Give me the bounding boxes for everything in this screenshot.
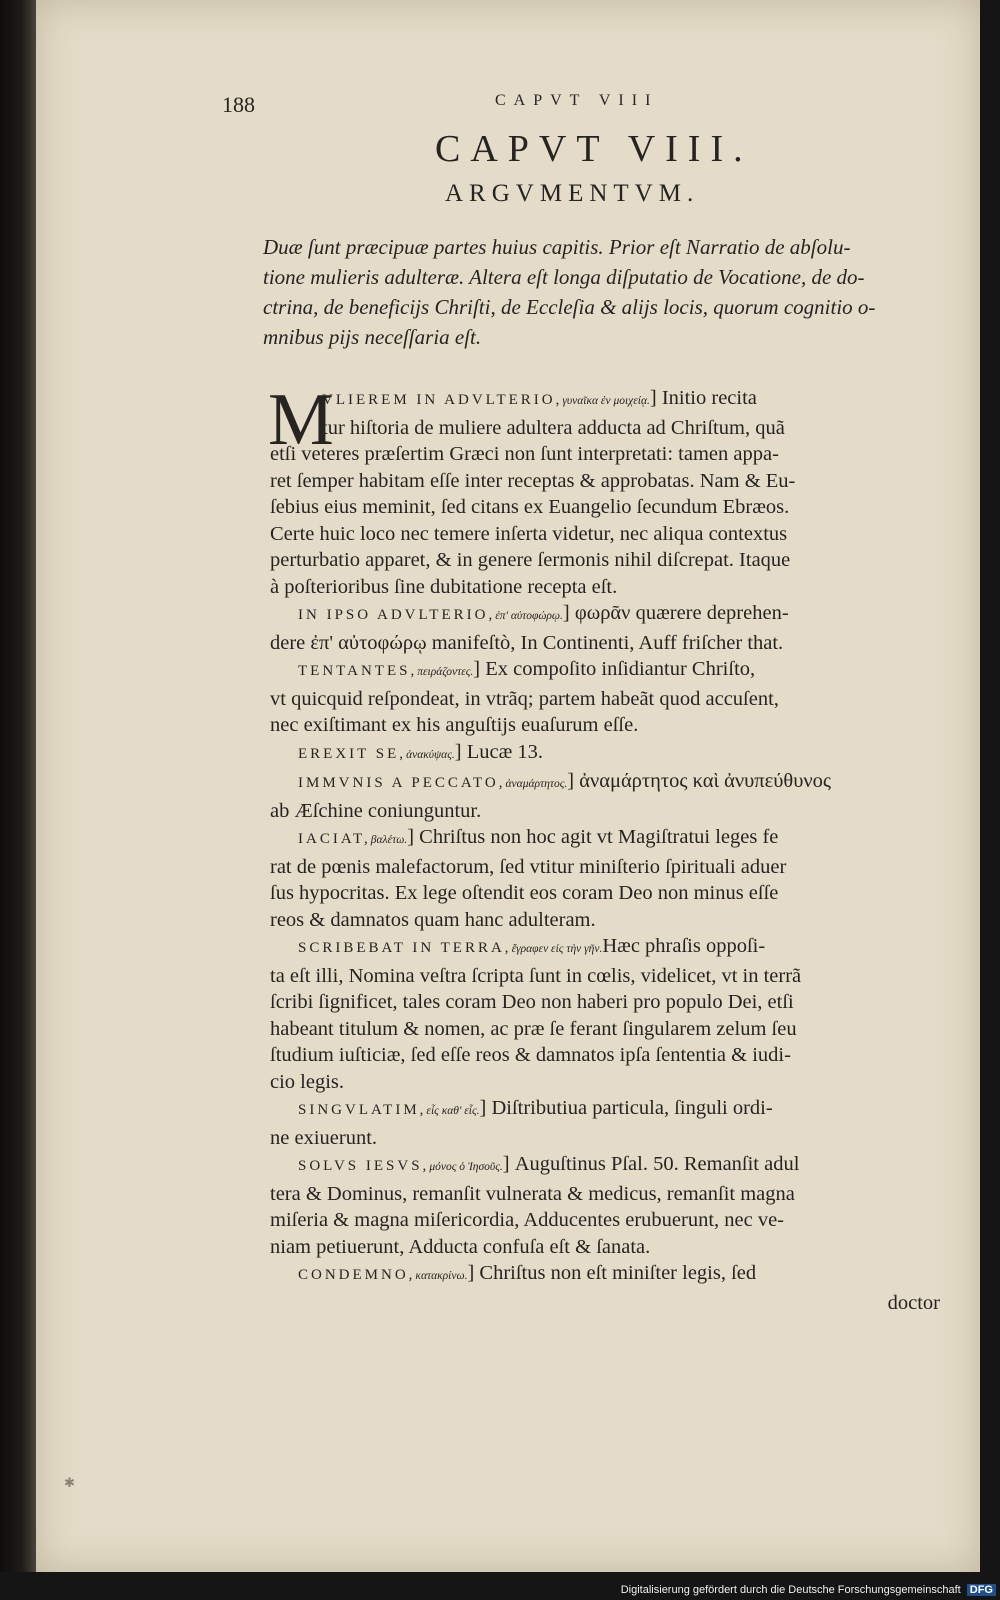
line-text: habeant titulum & nomen, ac præ ſe ferant ſingularem zelum ſeu bbox=[270, 1017, 797, 1040]
line-text: nec exiſtimant ex his anguſtijs euaſurum eſſe. bbox=[270, 714, 639, 736]
argument-title: ARGVMENTVM. bbox=[445, 180, 700, 207]
footer-text: Digitalisierung gefördert durch die Deutsche Forschungsgemeinschaft bbox=[620, 1584, 961, 1596]
text-line bbox=[270, 600, 970, 630]
line-text: ] Diſtributiua particula, ſinguli ordi- bbox=[479, 1097, 773, 1119]
text-line bbox=[270, 686, 970, 713]
greek-gloss: κατακρίνω. bbox=[415, 1270, 468, 1282]
line-text: ] Chriſtus non hoc agit vt Magiſtratui leges fe bbox=[407, 826, 779, 848]
lemma: IMMVNIS A PECCATO, bbox=[298, 775, 506, 791]
line-text: ] φωρᾶν quærere deprehen- bbox=[562, 602, 789, 624]
text-line bbox=[270, 1151, 970, 1181]
text-line bbox=[270, 468, 970, 495]
line-text: ta eſt illi, Nomina veſtra ſcripta ſunt in cœlis, videlicet, vt in terrã bbox=[270, 964, 802, 987]
drop-capital: M bbox=[268, 379, 334, 461]
line-text: ab Æſchine coniunguntur. bbox=[270, 799, 482, 822]
commentary-body bbox=[268, 379, 970, 1316]
digitization-footer bbox=[621, 1584, 996, 1596]
text-line bbox=[270, 656, 970, 686]
lemma: IN IPSO ADVLTERIO, bbox=[298, 607, 496, 623]
text-line bbox=[270, 1125, 970, 1152]
line-text: ] Initio recita bbox=[649, 387, 757, 409]
running-head: CAPVT VIII bbox=[495, 92, 659, 109]
line-text: ne exiuerunt. bbox=[270, 1126, 378, 1149]
text-line bbox=[270, 880, 970, 907]
line-text: à poſterioribus ſine dubitatione recepta eſt. bbox=[270, 575, 618, 598]
line-text: miſeria & magna miſericordia, Adducentes erubuerunt, nec ve- bbox=[270, 1209, 785, 1231]
line-text: reos & damnatos quam hanc adulteram. bbox=[270, 908, 596, 931]
greek-gloss: ἀναμάρτητος. bbox=[505, 778, 568, 790]
text-line bbox=[270, 768, 970, 798]
greek-gloss: ἀνακύψας. bbox=[406, 748, 455, 761]
text-line bbox=[270, 574, 970, 601]
line-text: ſcribi ſignificet, tales coram Deo non haberi pro populo Dei, etſi bbox=[270, 991, 794, 1013]
lemma: SCRIBEBAT IN TERRA, bbox=[298, 940, 512, 956]
text-line bbox=[270, 824, 970, 854]
lemma: CONDEMNO, bbox=[298, 1267, 416, 1283]
text-line bbox=[270, 1042, 970, 1069]
text-line bbox=[270, 1234, 970, 1261]
text-line bbox=[270, 739, 970, 769]
text-line bbox=[270, 1207, 970, 1234]
argument-paragraph bbox=[263, 232, 963, 352]
text-line bbox=[270, 1290, 970, 1317]
line-text: perturbatio apparet, & in genere ſermonis nihil diſcrepat. Itaque bbox=[270, 549, 791, 571]
greek-gloss: ἔγραφεν εἰς τὴν γῆν. bbox=[511, 943, 603, 955]
text-line bbox=[270, 933, 970, 963]
text-line bbox=[270, 630, 970, 657]
lemma: SINGVLATIM, bbox=[298, 1102, 427, 1118]
line-text: etſi veteres præſertim Græci non ſunt interpretati: tamen appa- bbox=[270, 443, 779, 465]
lemma: SOLVS IESVS, bbox=[298, 1158, 430, 1174]
book-spine-shadow bbox=[0, 0, 36, 1572]
text-line bbox=[270, 1181, 970, 1208]
page-number: 188 bbox=[222, 92, 255, 117]
greek-gloss: πειράζοντες. bbox=[417, 666, 474, 678]
greek-gloss: εἷς καθ' εἷς. bbox=[426, 1105, 480, 1117]
line-text: ] Ex compoſito inſidiantur Chriſto, bbox=[473, 658, 756, 680]
text-line bbox=[270, 521, 970, 548]
line-text: vt quicquid reſpondeat, in vtrãq; partem habeãt quod accuſent, bbox=[270, 687, 779, 710]
text-line bbox=[270, 415, 970, 442]
line-text: doctor bbox=[887, 1291, 940, 1314]
text-line bbox=[270, 1095, 970, 1125]
lemma: EREXIT SE, bbox=[298, 745, 407, 762]
line-text: dere ἐπ' αὐτοφώρῳ manifeſtò, In Continenti, Auff friſcher that. bbox=[270, 631, 784, 654]
greek-gloss: βαλέτω. bbox=[370, 834, 408, 846]
argument-line: tione mulieris adulteræ. Altera eſt longa diſputatio de Vocatione, de do- bbox=[263, 265, 865, 289]
line-text: Certe huic loco nec temere inſerta videtur, nec aliqua contextus bbox=[270, 522, 788, 545]
text-line bbox=[270, 712, 970, 739]
line-text: ] ἀναμάρτητος καὶ ἀνυπεύθυνος bbox=[567, 770, 832, 792]
line-text: rat de pœnis malefactorum, ſed vtitur miniſterio ſpirituali aduer bbox=[270, 855, 787, 878]
lemma: TENTANTES, bbox=[298, 663, 418, 679]
line-text: tera & Dominus, remanſit vulnerata & medicus, remanſit magna bbox=[270, 1182, 795, 1205]
text-line bbox=[270, 1069, 970, 1096]
line-text: ſtudium iuſticiæ, ſed eſſe reos & damnatos ipſa ſententia & iudi- bbox=[270, 1044, 791, 1066]
chapter-title: CAPVT VIII. bbox=[435, 128, 753, 170]
text-line bbox=[270, 907, 970, 934]
line-text: niam petiuerunt, Adducta confuſa eſt & ſanata. bbox=[270, 1235, 651, 1258]
lemma: VLIEREM IN ADVLTERIO, bbox=[322, 392, 563, 408]
text-line bbox=[270, 989, 970, 1016]
text-line bbox=[270, 1260, 970, 1290]
line-text: ] Auguſtinus Pſal. 50. Remanſit adul bbox=[502, 1153, 800, 1175]
line-text: ſus hypocritas. Ex lege oſtendit eos coram Deo non minus eſſe bbox=[270, 882, 779, 904]
argument-line: mnibus pijs neceſſaria eſt. bbox=[263, 325, 482, 349]
line-text: Hæc phraſis oppoſi- bbox=[602, 935, 766, 957]
text-line bbox=[270, 385, 970, 415]
text-line bbox=[270, 441, 970, 468]
text-line bbox=[270, 1016, 970, 1043]
lemma: IACIAT, bbox=[298, 831, 371, 847]
greek-gloss: μόνος ὁ Ἰησοῦς. bbox=[429, 1161, 503, 1173]
greek-gloss: ἐπ' αὐτοφώρῳ. bbox=[495, 610, 563, 622]
dfg-logo: DFG bbox=[967, 1584, 996, 1596]
text-line bbox=[270, 798, 970, 825]
line-text: tur hiſtoria de muliere adultera adducta ad Chriſtum, quã bbox=[322, 416, 785, 439]
argument-line: ctrina, de beneficijs Chriſti, de Eccleſia & alijs locis, quorum cognitio o- bbox=[263, 295, 876, 319]
text-line bbox=[270, 963, 970, 990]
page-mark: ✱ bbox=[64, 1475, 75, 1490]
line-text: cio legis. bbox=[270, 1070, 345, 1093]
text-line bbox=[270, 547, 970, 574]
text-line bbox=[270, 854, 970, 881]
line-text: ſebius eius meminit, ſed citans ex Euangelio ſecundum Ebræos. bbox=[270, 496, 790, 518]
line-text: ] Chriſtus non eſt miniſter legis, ſed bbox=[467, 1262, 757, 1284]
argument-line: Duæ ſunt præcipuæ partes huius capitis. Prior eſt Narratio de abſolu- bbox=[263, 235, 851, 259]
text-line bbox=[270, 494, 970, 521]
line-text: ] Lucæ 13. bbox=[454, 740, 544, 763]
line-text: ret ſemper habitam eſſe inter receptas & approbatas. Nam & Eu- bbox=[270, 469, 796, 492]
greek-gloss: γυναῖκα ἐν μοιχείᾳ. bbox=[562, 395, 650, 407]
